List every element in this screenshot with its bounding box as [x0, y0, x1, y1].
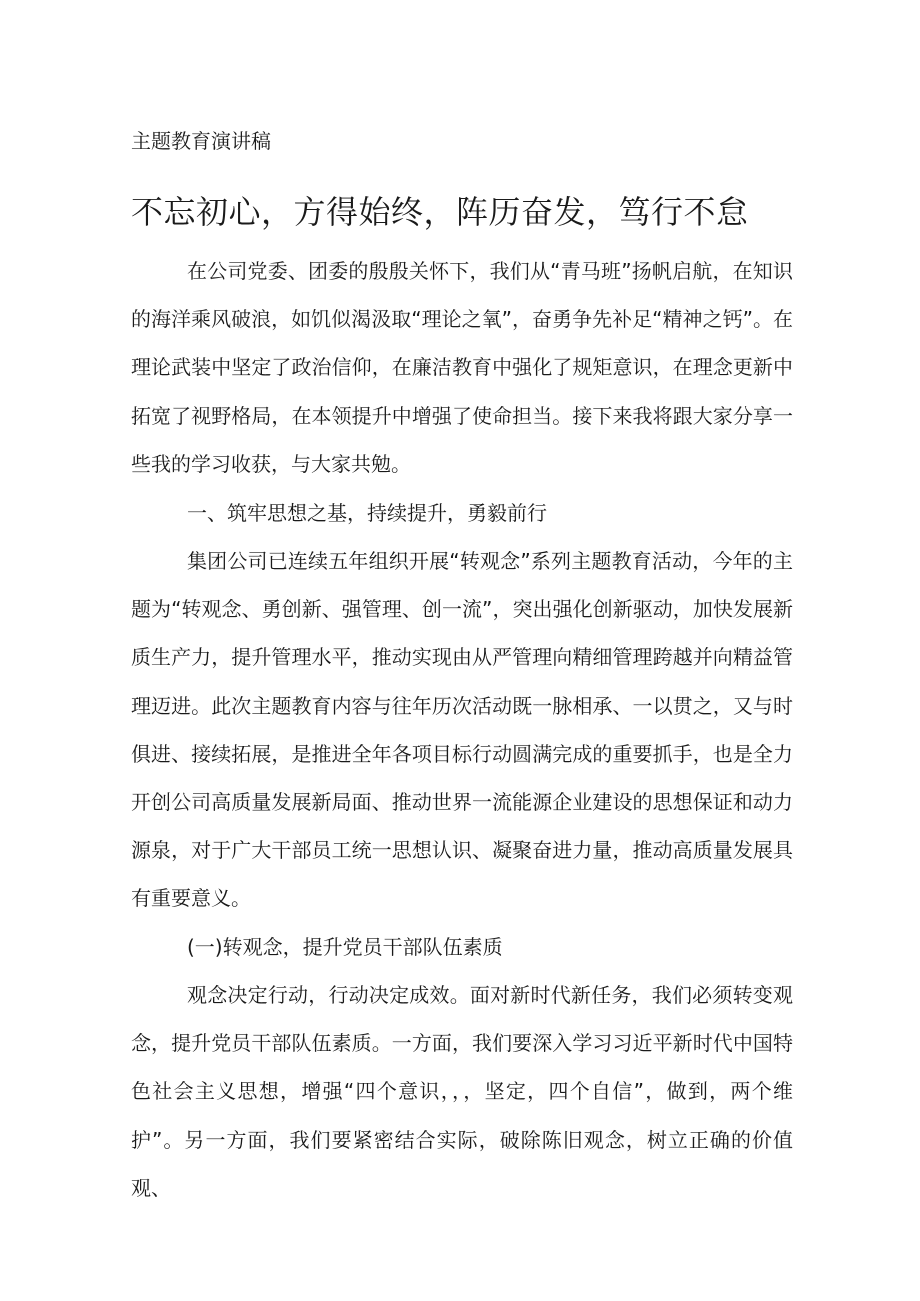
subsection-heading: (一)转观念，提升党员干部队伍素质 [187, 935, 503, 959]
intro-paragraph: 在公司党委、团委的殷殷关怀下，我们从“青马班”扬帆启航，在知识的海洋乘风破浪，如饥似渴汲取“理论之氧”，奋勇争先补足“精神之钙”。在理论武装中坚定了政治信仰，在廉洁教育中强化了规矩意识，在理念更新中拓宽了视野格局，在本领提升中增强了使命担当。接下来我将跟大家分享一些我的学习收获，与大家共勉。 [131, 259, 793, 476]
section-heading: 一、筑牢思想之基，持续提升，勇毅前行 [187, 501, 547, 525]
body-paragraph-continued: 观念决定行动，行动决定成效。面对新时代新任务，我们必须转变观念，提升党员干部队伍素质。一方面，我们要深入学习习近平新时代中国特色社会主义思想，增强“四个意识，，，坚定，四个自信”，做到，两个维护”。另一方面，我们要紧密结合实际，破除陈旧观念，树立正确的价值观、 [131, 983, 793, 1200]
document-title: 不忘初心，方得始终，阵历奋发，笃行不怠 [131, 193, 749, 231]
body-paragraph: 集团公司已连续五年组织开展“转观念”系列主题教育活动，今年的主题为“转观念、勇创新、强管理、创一流”，突出强化创新驱动，加快发展新质生产力，提升管理水平，推动实现由从严管理向精细管理跨越并向精益管理迈进。此次主题教育内容与往年历次活动既一脉相承、一以贯之，又与时俱进、接续拓展，是推进全年各项目标行动圆满完成的重要抓手，也是全力开创公司高质量发展新局面、推动世界一流能源企业建设的思想保证和动力源泉，对于广大干部员工统一思想认识、凝聚奋进力量，推动高质量发展具有重要意义。 [131, 549, 793, 911]
document-label: 主题教育演讲稿 [131, 129, 271, 153]
